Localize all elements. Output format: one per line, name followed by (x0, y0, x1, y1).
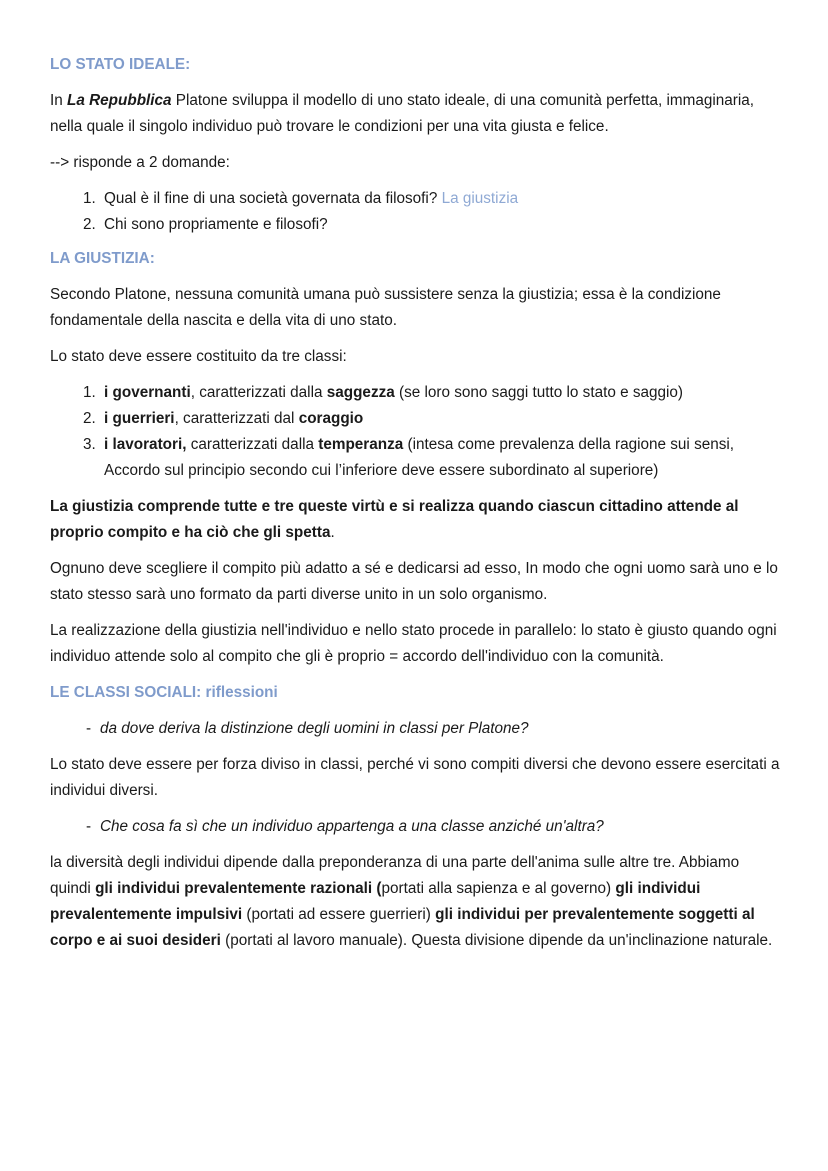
heading-classi-sociali: LE CLASSI SOCIALI: riflessioni (50, 684, 278, 701)
answer-text: (portati al lavoro manuale). Questa divisione dipende da un'inclinazione naturale. (220, 932, 773, 949)
answer-bold: gli individui prevalentemente razionali ( (95, 880, 382, 897)
intro-text-post: Platone sviluppa il modello di uno stato ideale, di una comunità perfetta, immaginaria, nella quale il singolo individuo può trovare le condizioni per una vita giusta e felice. (50, 92, 755, 135)
class-text: , caratterizzati dal (174, 410, 299, 427)
dash-bullet: - (86, 720, 92, 737)
class-note: (se loro sono saggi tutto lo stato e saggio) (394, 384, 684, 401)
class-virtue: temperanza (318, 436, 404, 453)
class-term: i lavoratori, (104, 436, 187, 453)
answer-bold: gli individui prevalentemente impulsivi (50, 880, 701, 923)
question-text: da dove deriva la distinzione degli uomini in classi per Platone? (100, 720, 529, 737)
answer-text: la diversità degli individui dipende dalla preponderanza di una parte dell'anima sulle altre tre. Abbiamo quindi (50, 854, 740, 897)
question-text: Qual è il fine di una società governata da filosofi? (104, 190, 438, 207)
reflection-answer-1: Lo stato deve essere per forza diviso in classi, perché vi sono compiti diversi che devono essere esercitati a individui diversi. (50, 756, 780, 799)
class-item (100, 406, 780, 432)
justice-definition (50, 494, 780, 546)
justice-definition-end: . (330, 524, 335, 541)
question-text: Chi sono propriamente e filosofi? (104, 216, 328, 233)
answer-bold: gli individui per prevalentemente soggetti al corpo e ai suoi desideri (50, 906, 755, 949)
class-note: (intesa come prevalenza della ragione sui sensi, Accordo sul principio secondo cui l’inferiore deve essere subordinato al superiore) (104, 436, 735, 479)
question-item (100, 186, 780, 212)
reflection-question-2 (50, 814, 780, 840)
heading-giustizia: LA GIUSTIZIA: (50, 250, 155, 267)
intro-paragraph (50, 88, 780, 140)
compito-paragraph: Ognuno deve scegliere il compito più adatto a sé e dedicarsi ad esso, In modo che ogni uomo sarà uno e lo stato stesso sarà uno formato da parti diverse unito in un solo organismo. (50, 560, 778, 603)
giustizia-paragraph: Secondo Platone, nessuna comunità umana può sussistere senza la giustizia; essa è la condizione fondamentale della nascita e della vita di uno stato. (50, 286, 721, 329)
reflection-question (86, 814, 780, 840)
class-virtue: coraggio (298, 410, 364, 427)
reflection-question (86, 716, 780, 742)
intro-text-pre: In (50, 92, 68, 109)
class-text: , caratterizzati dalla (190, 384, 327, 401)
class-text: caratterizzati dalla (186, 436, 319, 453)
document-page (50, 52, 780, 964)
class-term: i guerrieri (104, 410, 175, 427)
classi-lead: Lo stato deve essere costituito da tre classi: (50, 348, 347, 365)
class-term: i governanti (104, 384, 191, 401)
realizzazione-paragraph: La realizzazione della giustizia nell'individuo e nello stato procede in parallelo: lo stato è giusto quando ogni individuo attende solo al compito che gli è proprio = accordo dell'individuo con la comunità. (50, 622, 777, 665)
answer-text: portati alla sapienza e al governo) (381, 880, 616, 897)
questions-list (50, 186, 780, 238)
class-item (100, 432, 780, 484)
reflection-answer-2 (50, 850, 780, 954)
reflection-question-1 (50, 716, 780, 742)
heading-stato-ideale: LO STATO IDEALE: (50, 56, 191, 73)
class-item (100, 380, 780, 406)
dash-bullet: - (86, 818, 92, 835)
question-text: Che cosa fa sì che un individuo appartenga a una classe anziché un'altra? (100, 818, 604, 835)
justice-definition-bold: La giustizia comprende tutte e tre queste virtù e si realizza quando ciascun cittadino attende al proprio compito e ha ciò che gli spetta (50, 498, 739, 541)
answer-text: (portati ad essere guerrieri) (242, 906, 436, 923)
classes-list (50, 380, 780, 484)
class-virtue: saggezza (326, 384, 395, 401)
questions-lead: --> risponde a 2 domande: (50, 154, 230, 171)
question-answer: La giustizia (441, 190, 519, 207)
question-item (100, 212, 780, 238)
book-title: La Repubblica (67, 92, 172, 109)
